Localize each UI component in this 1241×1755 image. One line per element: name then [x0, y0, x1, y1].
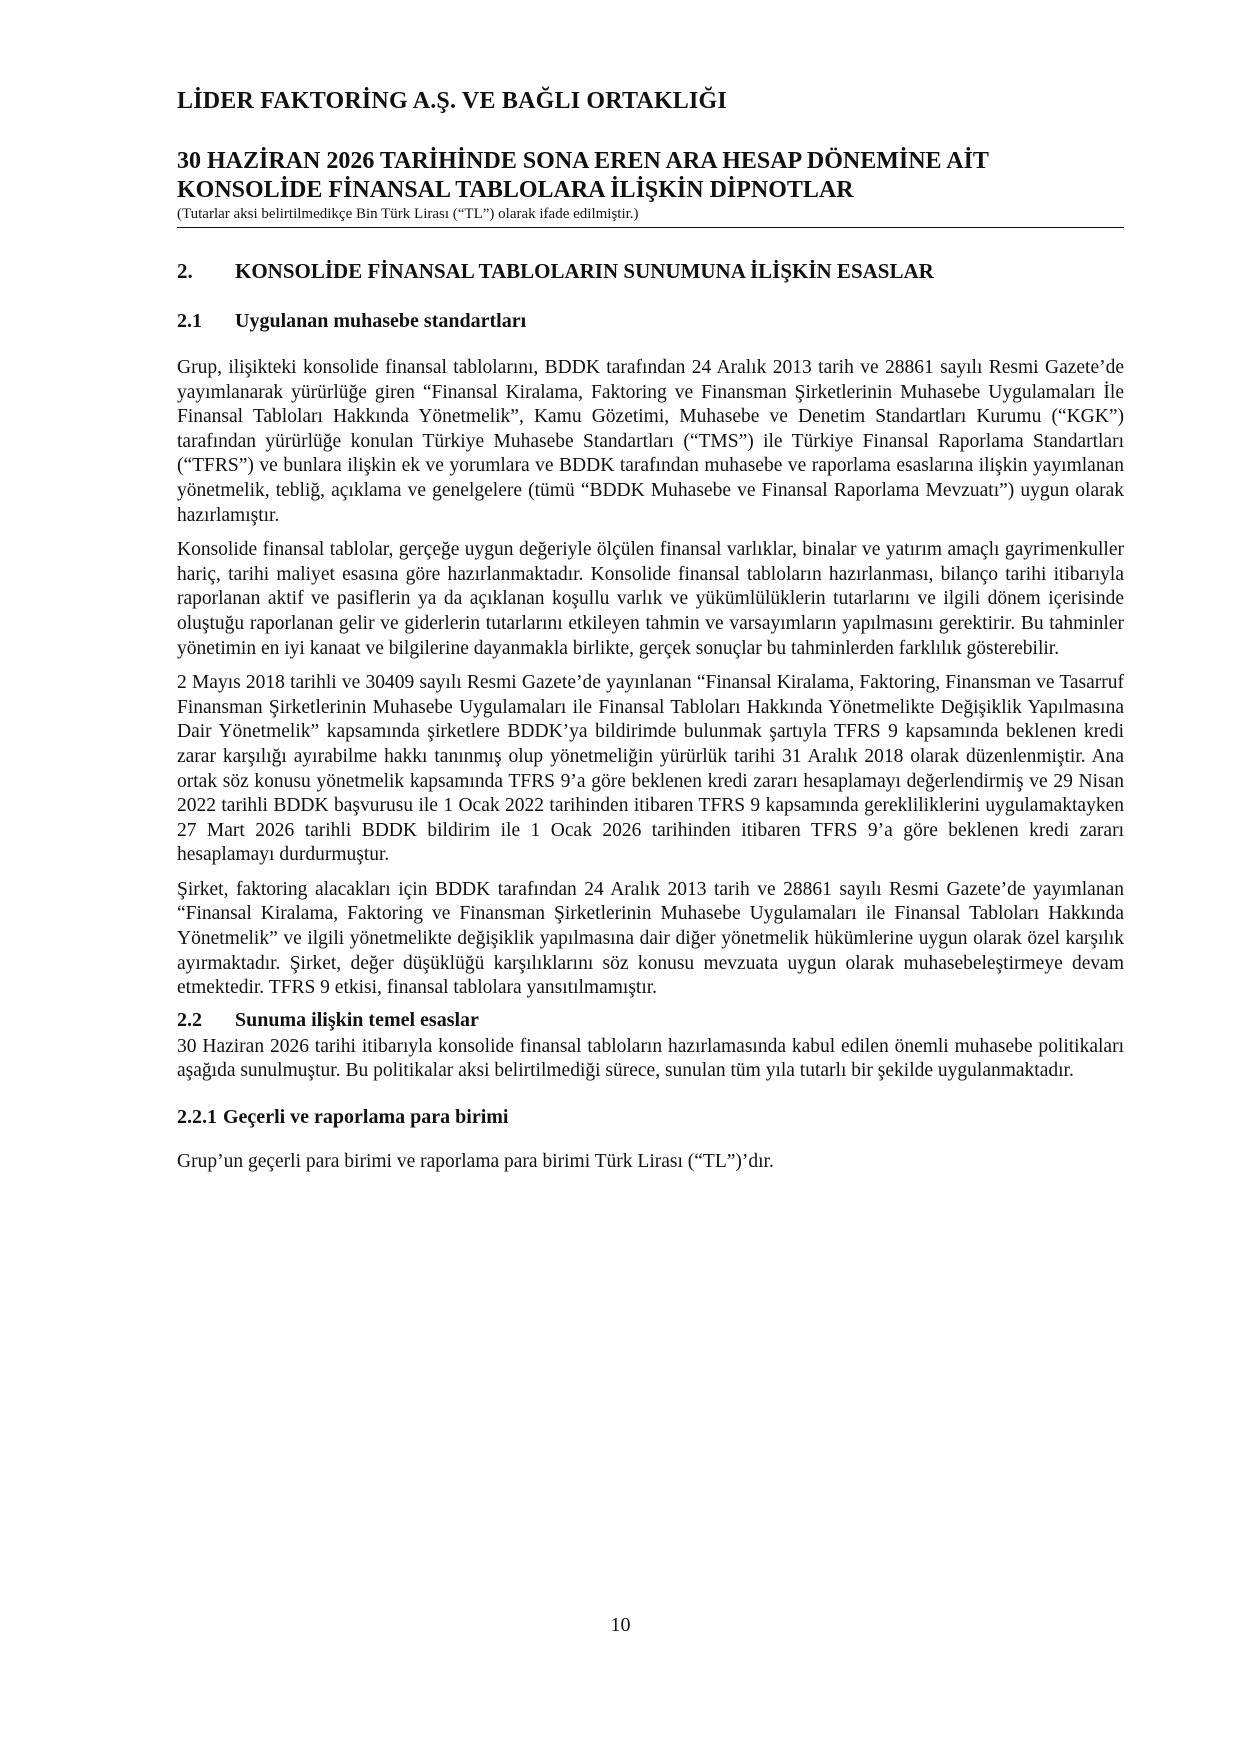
section-2-1-title: Uygulanan muhasebe standartları — [235, 310, 527, 332]
company-name: LİDER FAKTORİNG A.Ş. VE BAĞLI ORTAKLIĞI — [177, 88, 727, 114]
paragraph-2-1-a: Grup, ilişikteki konsolide finansal tablolarını, BDDK tarafından 24 Aralık 2013 tarih ve 28861 sayılı Resmi Gazete’de yayımlanarak yürürlüğe giren “Finansal Kiralama, Faktoring ve Finansman Şirketlerinin Muhasebe Uygulamaları İle Finansal Tabloları Hakkında Yönetmelik”, Kamu Gözetimi, Muhasebe ve Denetim Standartları Kurumu (“KGK”) tarafından yürürlüğe konulan Türkiye Muhasebe Standartları (“TMS”) ile Türkiye Finansal Raporlama Standartları (“TFRS”) ve bunlara ilişkin ek ve yorumlara ve BDDK tarafından muhasebe ve raporlama esaslarına ilişkin yayımlanan yönetmelik, tebliğ, açıklama ve genelgelere (tümü “BDDK Muhasebe ve Finansal Raporlama Mevzuatı”) uygun olarak hazırlamıştır. — [177, 357, 1124, 526]
report-title-line-2: KONSOLİDE FİNANSAL TABLOLARA İLİŞKİN DİPNOTLAR — [177, 177, 854, 203]
paragraph-2-1-d: Şirket, faktoring alacakları için BDDK tarafından 24 Aralık 2013 tarih ve 28861 sayılı Resmi Gazete’de yayımlanan “Finansal Kiralama, Faktoring ve Finansman Şirketlerinin Muhasebe Uygulamaları ile Finansal Tabloları Hakkında Yönetmelik” ve ilgili yönetmelikte değişiklik yapılmasına dair diğer yönetmelik hükümlerine uygun olarak özel karşılık ayırmaktadır. Şirket, değer düşüklüğü karşılıklarını söz konusu mevzuata uygun olarak muhasebeleştirmeye devam etmektedir. TFRS 9 etkisi, finansal tablolara yansıtılmamıştır. — [177, 878, 1124, 999]
section-2-2-1-title: Geçerli ve raporlama para birimi — [223, 1106, 509, 1129]
section-2-2-1-heading — [177, 1102, 1124, 1132]
section-2-2-1-number: 2.2.1 — [177, 1106, 217, 1129]
section-2-2-title: Sunuma ilişkin temel esaslar — [235, 1008, 479, 1031]
report-subtitle: (Tutarlar aksi belirtilmedikçe Bin Türk Lirası (“TL”) olarak ifade edilmiştir.) — [177, 206, 639, 222]
paragraph-2-2: 30 Haziran 2026 tarihi itibarıyla konsolide finansal tabloların hazırlamasında kabul edilen önemli muhasebe politikaları aşağıda sunulmuştur. Bu politikalar aksi belirtilmediği sürece, sunulan tüm yıla tutarlı bir şekilde uygulanmaktadır. — [177, 1035, 1124, 1082]
report-title-line-1: 30 HAZİRAN 2026 TARİHİNDE SONA EREN ARA HESAP DÖNEMİNE AİT — [177, 148, 989, 174]
paragraph-2-1-c: 2 Mayıs 2018 tarihli ve 30409 sayılı Resmi Gazete’de yayınlanan “Finansal Kiralama, Faktoring, Finansman ve Tasarruf Finansman Şirketlerinin Muhasebe Uygulamaları ile Finansal Tabloları Hakkında Yönetmelikte Değişiklik Yapılmasına Dair Yönetmelik” kapsamında şirketlere BDDK’ya bildirimde bulunmak şartıyla TFRS 9 kapsamında beklenen kredi zarar karşılığı ayırabilme hakkı tanınmış olup yönetmeliğin yürürlük tarihi 31 Aralık 2018 olarak düzenlenmiştir. Ana ortak söz konusu yönetmelik kapsamında TFRS 9’a göre beklenen kredi zararı hesaplamayı değerlendirmiş ve 29 Nisan 2022 tarihli BDDK başvurusu ile 1 Ocak 2022 tarihinden itibaren TFRS 9 kapsamında gerekliliklerini uygulamaktayken 27 Mart 2026 tarihli BDDK bildirim ile 1 Ocak 2026 tarihinden itibaren TFRS 9’a göre beklenen kredi zararı hesaplamayı durdurmuştur. — [177, 672, 1124, 866]
section-2-2-heading — [177, 1005, 1124, 1035]
section-2-2-number: 2.2 — [177, 1008, 202, 1031]
section-2-title: KONSOLİDE FİNANSAL TABLOLARIN SUNUMUNA İLİŞKİN ESASLAR — [235, 259, 934, 283]
page-number: 10 — [610, 1614, 631, 1636]
document-body — [177, 256, 1124, 1175]
section-2-1-number: 2.1 — [177, 310, 202, 332]
header-divider — [177, 227, 1124, 228]
section-2-heading — [177, 256, 1124, 286]
paragraph-2-1-b: Konsolide finansal tablolar, gerçeğe uygun değeriyle ölçülen finansal varlıklar, binalar ve yatırım amaçlı gayrimenkuller hariç, tarihi maliyet esasına göre hazırlanmaktadır. Konsolide finansal tabloların hazırlanması, bilanço tarihi itibarıyla raporlanan aktif ve pasiflerin ya da açıklanan koşullu varlık ve yükümlülüklerin tutarlarını ve ilgili dönem içerisinde oluştuğu raporlanan gelir ve giderlerin tutarlarını etkileyen tahmin ve varsayımların yapılmasını gerektirir. Bu tahminler yönetimin en iyi kanaat ve bilgilerine dayanmakla birlikte, gerçek sonuçlar bu tahminlerden farklılık gösterebilir. — [177, 539, 1124, 659]
section-2-1-heading — [177, 306, 1124, 336]
section-2-number: 2. — [177, 259, 193, 283]
report-title — [177, 147, 1077, 205]
paragraph-2-2-1: Grup’un geçerli para birimi ve raporlama para birimi Türk Lirası (“TL”)’dır. — [177, 1151, 774, 1173]
